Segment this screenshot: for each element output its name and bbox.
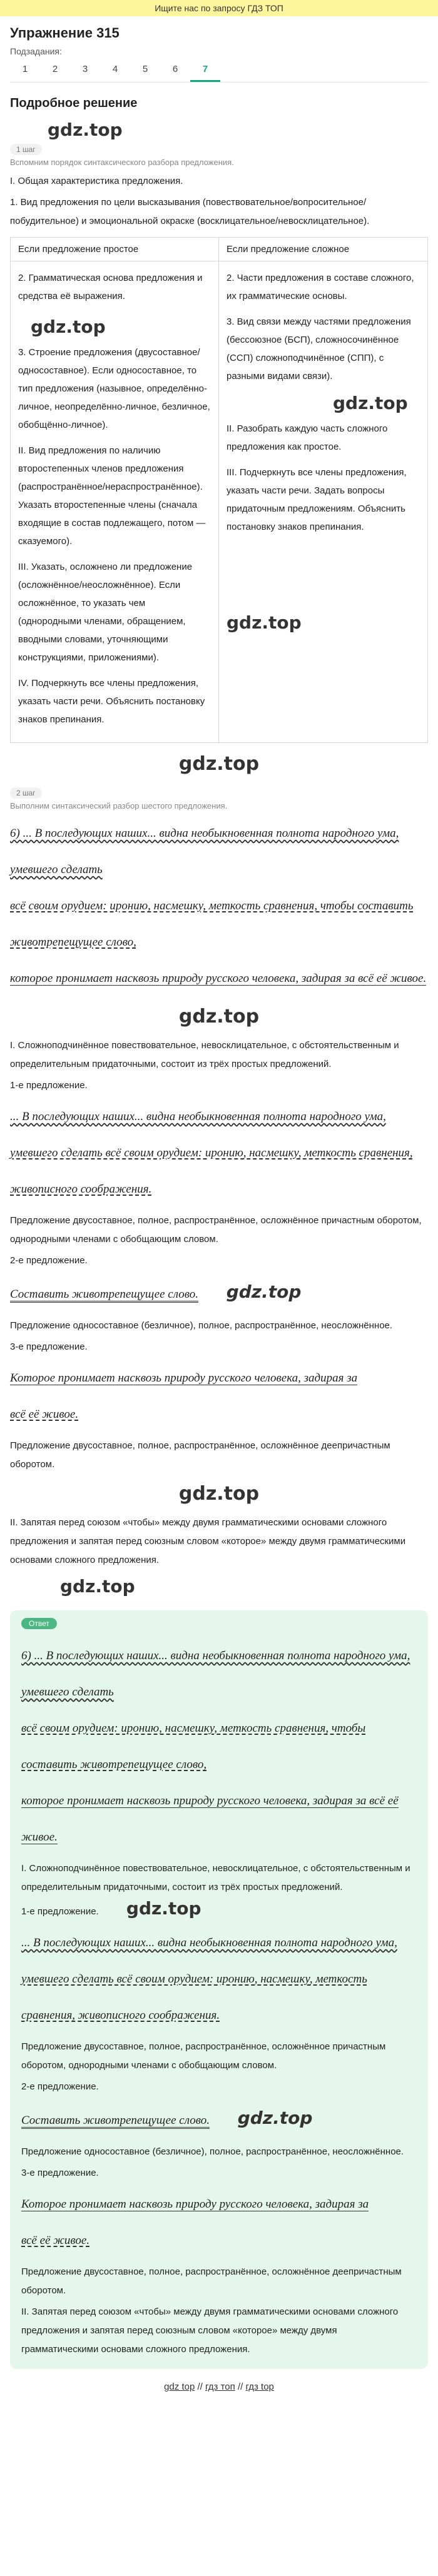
watermark: gdz.top bbox=[227, 612, 302, 633]
answer-comma: II. Запятая перед союзом «чтобы» между двумя грамматическими основами сложного предложения и запятая перед союзным словом «которое» между двумя грамматическими основами сложного предложения. bbox=[21, 2306, 399, 2355]
footer-links bbox=[10, 2382, 428, 2392]
step-1-pill: 1 шаг bbox=[10, 144, 42, 155]
watermark: gdz.top bbox=[126, 1898, 201, 1919]
answer-part-2-desc: Предложение односоставное (безличное), полное, распространённое, неосложнённое. bbox=[21, 2146, 404, 2157]
sentence-line: всё её живое. bbox=[21, 2234, 90, 2247]
step-2-pill: 2 шаг bbox=[10, 787, 42, 799]
analysis-p1: I. Сложноподчинённое повествовательное, невосклицательное, с обстоятельственным и определительным придаточными, состоит из трёх простых предложений. bbox=[10, 1040, 399, 1069]
footer-sep: // bbox=[197, 2382, 203, 2392]
simple-item: IV. Подчеркнуть все члены предложения, указать части речи. Объяснить постановку знаков препинания. bbox=[18, 678, 205, 725]
answer-part-3-desc: Предложение двусоставное, полное, распространённое, осложнённое деепричастным оборотом. bbox=[21, 2266, 402, 2296]
tab-4[interactable]: 4 bbox=[112, 64, 118, 74]
footer-link-3[interactable]: гдз top bbox=[245, 2382, 274, 2392]
complex-sentence-column bbox=[219, 238, 427, 742]
sentence-line: Которое пронимает насквозь природу русского человека, задирая за bbox=[21, 2198, 369, 2211]
subtasks-label: Подзадания: bbox=[10, 46, 62, 56]
simple-item: III. Указать, осложнено ли предложение (осложнённое/неосложнённое). Если осложнённое, то указать чем (однородными членами, обращением, вводными словами, уточняющими конструкциями, приложениями). bbox=[18, 562, 193, 663]
footer-link-1[interactable]: gdz top bbox=[164, 2382, 195, 2392]
sentence-line: которое пронимает насквозь природу русского человека, задирая за всё её живое. bbox=[21, 1794, 399, 1844]
sentence-line: Которое пронимает насквозь природу русского человека, задирая за bbox=[10, 1371, 358, 1385]
answer-part-3-label: 3-е предложение. bbox=[21, 2168, 99, 2178]
answer-part-1-sentence bbox=[21, 1925, 417, 2034]
watermark: gdz.top bbox=[60, 1576, 135, 1597]
sentence-line: умевшего сделать всё своим орудием: иронию, насмешку, меткость сравнения, живописного соображения. bbox=[21, 1972, 367, 2022]
tab-3[interactable]: 3 bbox=[82, 64, 88, 74]
sentence-line: всё своим орудием: иронию, насмешку, меткость сравнения, чтобы составить животрепещущее слово, bbox=[21, 1722, 366, 1771]
answer-part-1-desc: Предложение двусоставное, полное, распространённое, осложнённое причастным оборотом, однородными членами с обобщающим словом. bbox=[21, 2041, 386, 2071]
watermark: gdz.top bbox=[226, 1281, 302, 1302]
step-2-hint: Выполним синтаксический разбор шестого предложения. bbox=[10, 801, 228, 811]
sentence-analysis bbox=[10, 816, 428, 997]
tab-2[interactable]: 2 bbox=[52, 64, 58, 74]
simple-item: 3. Строение предложения (двусоставное/односоставное). Если односоставное, то тип предложения (назывное, определённо-личное, неопределённо-личное, безличное, обобщённо-личное). bbox=[18, 347, 210, 430]
sentence-line: ... В последующих наших... видна необыкновенная полнота народного ума, bbox=[10, 1110, 386, 1123]
complex-item: III. Подчеркнуть все члены предложения, указать части речи. Задать вопросы придаточным предложениям. Объяснить постановку знаков препинания. bbox=[227, 467, 407, 532]
footer-sep: // bbox=[237, 2382, 243, 2392]
watermark: gdz.top bbox=[48, 119, 123, 140]
answer-part-2-label: 2-е предложение. bbox=[21, 2081, 99, 2092]
complex-header: Если предложение сложное bbox=[219, 238, 427, 261]
comma-explanation: II. Запятая перед союзом «чтобы» между двумя грамматическими основами сложного предложения и запятая перед союзным словом «которое» между двумя грамматическими основами сложного предложения. bbox=[10, 1517, 406, 1565]
sentence-line: Составить животрепещущее слово. bbox=[10, 1288, 198, 1303]
part-1-sentence bbox=[10, 1099, 428, 1208]
step-1-hint: Вспомним порядок синтаксического разбора предложения. bbox=[10, 158, 234, 167]
sentence-line: всё своим орудием: иронию, насмешку, меткость сравнения, чтобы составить животрепещущее слово, bbox=[10, 899, 414, 949]
part-2-sentence bbox=[10, 1274, 428, 1313]
answer-block bbox=[10, 1610, 428, 2369]
watermark: gdz.top bbox=[333, 393, 408, 413]
part-2-label: 2-е предложение. bbox=[10, 1255, 88, 1266]
sentence-line: ... В последующих наших... видна необыкновенная полнота народного ума, bbox=[21, 1936, 397, 1949]
section-title: Подробное решение bbox=[10, 96, 138, 110]
watermark: gdz.top bbox=[237, 2108, 313, 2128]
sentence-line: которое пронимает насквозь природу русского человека, задирая за всё её живое. bbox=[10, 972, 427, 985]
watermark: gdz.top bbox=[178, 1006, 260, 1028]
step-1-p1: I. Общая характеристика предложения. bbox=[10, 176, 183, 186]
simple-sentence-column bbox=[11, 238, 219, 742]
promo-banner[interactable]: Ищите нас по запросу ГДЗ ТОП bbox=[0, 0, 438, 16]
parse-order-table bbox=[10, 237, 428, 743]
watermark: gdz.top bbox=[178, 753, 260, 775]
sentence-line: 6) ... В последующих наших... видна необыкновенная полнота народного ума, умевшего сделать bbox=[21, 1649, 410, 1699]
tab-1[interactable]: 1 bbox=[22, 64, 28, 74]
complex-item: 3. Вид связи между частями предложения (бессоюзное (БСП), сложносочинённое (ССП) сложноподчинённое (СПП), с разными видами связи). bbox=[227, 316, 411, 381]
answer-part-2-sentence bbox=[21, 2100, 417, 2139]
subtask-tabs bbox=[10, 60, 428, 83]
part-3-desc: Предложение двусоставное, полное, распространённое, осложнённое деепричастным оборотом. bbox=[10, 1440, 390, 1470]
complex-item: 2. Части предложения в составе сложного, их грамматические основы. bbox=[227, 273, 414, 301]
sentence-line: Составить животрепещущее слово. bbox=[21, 2114, 210, 2129]
footer-link-2[interactable]: гдз топ bbox=[205, 2382, 235, 2392]
part-2-desc: Предложение односоставное (безличное), полное, распространённое, неосложнённое. bbox=[10, 1320, 393, 1331]
tab-6[interactable]: 6 bbox=[172, 64, 178, 74]
watermark: gdz.top bbox=[31, 316, 106, 337]
sentence-line: умевшего сделать всё своим орудием: иронию, насмешку, меткость сравнения, живописного соображения. bbox=[10, 1146, 413, 1196]
label-text: 1-е предложение. bbox=[21, 1906, 99, 1917]
answer-part-3-sentence bbox=[21, 2186, 417, 2259]
exercise-title: Упражнение 315 bbox=[10, 25, 120, 41]
answer-part-1-label bbox=[21, 1899, 417, 1921]
sentence-line: 6) ... В последующих наших... видна необыкновенная полнота народного ума, умевшего сделать bbox=[10, 827, 399, 876]
watermark: gdz.top bbox=[178, 1483, 260, 1505]
complex-item: II. Разобрать каждую часть сложного предложения как простое. bbox=[227, 423, 388, 452]
part-3-sentence bbox=[10, 1360, 428, 1433]
simple-header: Если предложение простое bbox=[11, 238, 218, 261]
part-3-label: 3-е предложение. bbox=[10, 1341, 88, 1352]
tab-5[interactable]: 5 bbox=[142, 64, 148, 74]
simple-item: II. Вид предложения по наличию второстепенных членов предложения (распространённое/нераспространённое). Указать второстепенные члены (сначала входящие в состав подлежащего, потом — сказуемого). bbox=[18, 445, 206, 547]
answer-sentence bbox=[21, 1638, 417, 1856]
part-1-label: 1-е предложение. bbox=[10, 1080, 88, 1091]
tab-7[interactable]: 7 bbox=[190, 60, 220, 82]
sentence-line: всё её живое. bbox=[10, 1408, 79, 1421]
answer-analysis: I. Сложноподчинённое повествовательное, невосклицательное, с обстоятельственным и определительным придаточными, состоит из трёх простых предложений. bbox=[21, 1863, 410, 1892]
part-1-desc: Предложение двусоставное, полное, распространённое, осложнённое причастным оборотом, однородными членами с обобщающим словом. bbox=[10, 1215, 422, 1245]
answer-pill: Ответ bbox=[21, 1618, 57, 1629]
simple-item: 2. Грамматическая основа предложения и средства её выражения. bbox=[18, 273, 203, 301]
step-1-p2: 1. Вид предложения по цели высказывания (повествовательное/вопросительное/побудительное) и эмоциональной окраске (восклицательное/невосклицательное). bbox=[10, 197, 370, 226]
